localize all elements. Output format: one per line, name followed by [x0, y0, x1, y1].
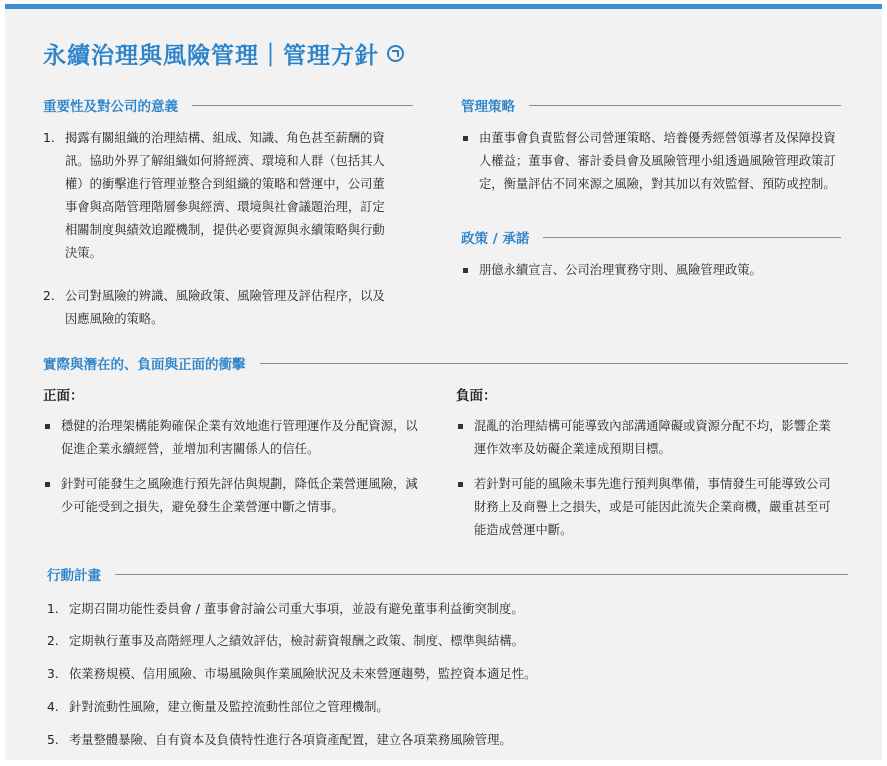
- strategy-heading-text: 管理策略: [461, 99, 515, 115]
- bullet-icon: [43, 415, 61, 461]
- item-text: 依業務規模、信用風險、市場風險與作業風險狀況及未來營運趨勢，監控資本適足性。: [69, 667, 537, 681]
- page-title-text: 永續治理與風險管理｜管理方針: [43, 43, 379, 69]
- page-title: [43, 37, 404, 70]
- item-number: 2.: [43, 289, 55, 303]
- item-number: 2.: [47, 634, 59, 648]
- significance-heading-text: 重要性及對公司的意義: [43, 99, 178, 115]
- item-text: 若針對可能的風險未事先進行預判與準備，事情發生可能導致公司財務上及商譽上之損失，或是可能因此流失企業商機，嚴重甚至可能造成營運中斷。: [474, 477, 831, 537]
- bullet-icon: [43, 473, 61, 519]
- list-item: [47, 598, 847, 621]
- impact-heading: [43, 353, 848, 373]
- bullet-item: [456, 415, 836, 461]
- bullet-item: [461, 259, 836, 282]
- list-item: [47, 630, 847, 653]
- item-text: 由董事會負責監督公司營運策略、培養優秀經營領導者及保障投資人權益；董事會、審計委員會及風險管理小組透過風險管理政策訂定，衡量評估不同來源之風險，對其加以有效監督、預防或控制。: [479, 131, 836, 191]
- section-divider: [260, 363, 849, 364]
- page-panel: [5, 4, 882, 760]
- item-text: 朋億永續宣言、公司治理實務守則、風險管理政策。: [479, 263, 762, 277]
- bullet-item: [43, 473, 418, 519]
- list-item: [43, 285, 388, 331]
- list-item: [47, 696, 847, 719]
- positive-label: 正面：: [43, 388, 84, 404]
- list-item: [47, 663, 847, 686]
- bullet-icon: [456, 415, 474, 461]
- item-text: 考量整體暴險、自有資本及負債特性進行各項資產配置，建立各項業務風險管理。: [69, 733, 512, 747]
- bullet-icon: [461, 127, 479, 196]
- item-number: 3.: [47, 667, 59, 681]
- section-divider: [543, 237, 841, 238]
- significance-heading: [43, 95, 413, 115]
- bullet-item: [461, 127, 836, 196]
- item-text: 針對流動性風險，建立衡量及監控流動性部位之管理機制。: [69, 700, 389, 714]
- policy-heading-text: 政策 / 承諾: [461, 231, 530, 247]
- item-text: 公司對風險的辨識、風險政策、風險管理及評估程序，以及因應風險的策略。: [65, 289, 385, 326]
- item-text: 定期召開功能性委員會 / 董事會討論公司重大事項，並設有避免董事利益衝突制度。: [69, 602, 524, 616]
- item-number: 4.: [47, 700, 59, 714]
- list-item: [47, 729, 847, 752]
- impact-heading-text: 實際與潛在的、負面與正面的衝擊: [43, 357, 246, 373]
- bullet-icon: [461, 259, 479, 282]
- bullet-item: [43, 415, 418, 461]
- item-text: 針對可能發生之風險進行預先評估與規劃，降低企業營運風險，減少可能受到之損失，避免發生企業營運中斷之情事。: [61, 477, 418, 514]
- list-item: [43, 127, 388, 265]
- item-text: 定期執行董事及高階經理人之績效評估，檢討薪資報酬之政策、制度、標準與結構。: [69, 634, 524, 648]
- compass-icon: [387, 45, 404, 62]
- item-text: 揭露有關組織的治理結構、組成、知識、角色甚至薪酬的資訊。協助外界了解組織如何將經濟、環境和人群（包括其人權）的衝擊進行管理並整合到組織的策略和營運中，公司董事會與高階管理階層參與經濟、環境與社會議題治理，訂定相關制度與績效追蹤機制，提供必要資源與永續策略與行動決策。: [65, 131, 385, 260]
- section-divider: [115, 574, 848, 575]
- policy-heading: [461, 227, 841, 247]
- action-heading-text: 行動計畫: [47, 568, 101, 584]
- strategy-heading: [461, 95, 841, 115]
- section-divider: [192, 105, 413, 106]
- negative-label: 負面：: [456, 388, 497, 404]
- action-heading: [47, 564, 848, 584]
- item-number: 1.: [47, 602, 59, 616]
- bullet-icon: [456, 473, 474, 542]
- item-text: 混亂的治理結構可能導致內部溝通障礙或資源分配不均，影響企業運作效率及妨礙企業達成預期目標。: [474, 419, 831, 456]
- bullet-item: [456, 473, 836, 542]
- section-divider: [529, 105, 841, 106]
- item-text: 穩健的治理架構能夠確保企業有效地進行管理運作及分配資源，以促進企業永續經營，並增加利害關係人的信任。: [61, 419, 418, 456]
- item-number: 1.: [43, 131, 55, 145]
- item-number: 5.: [47, 733, 59, 747]
